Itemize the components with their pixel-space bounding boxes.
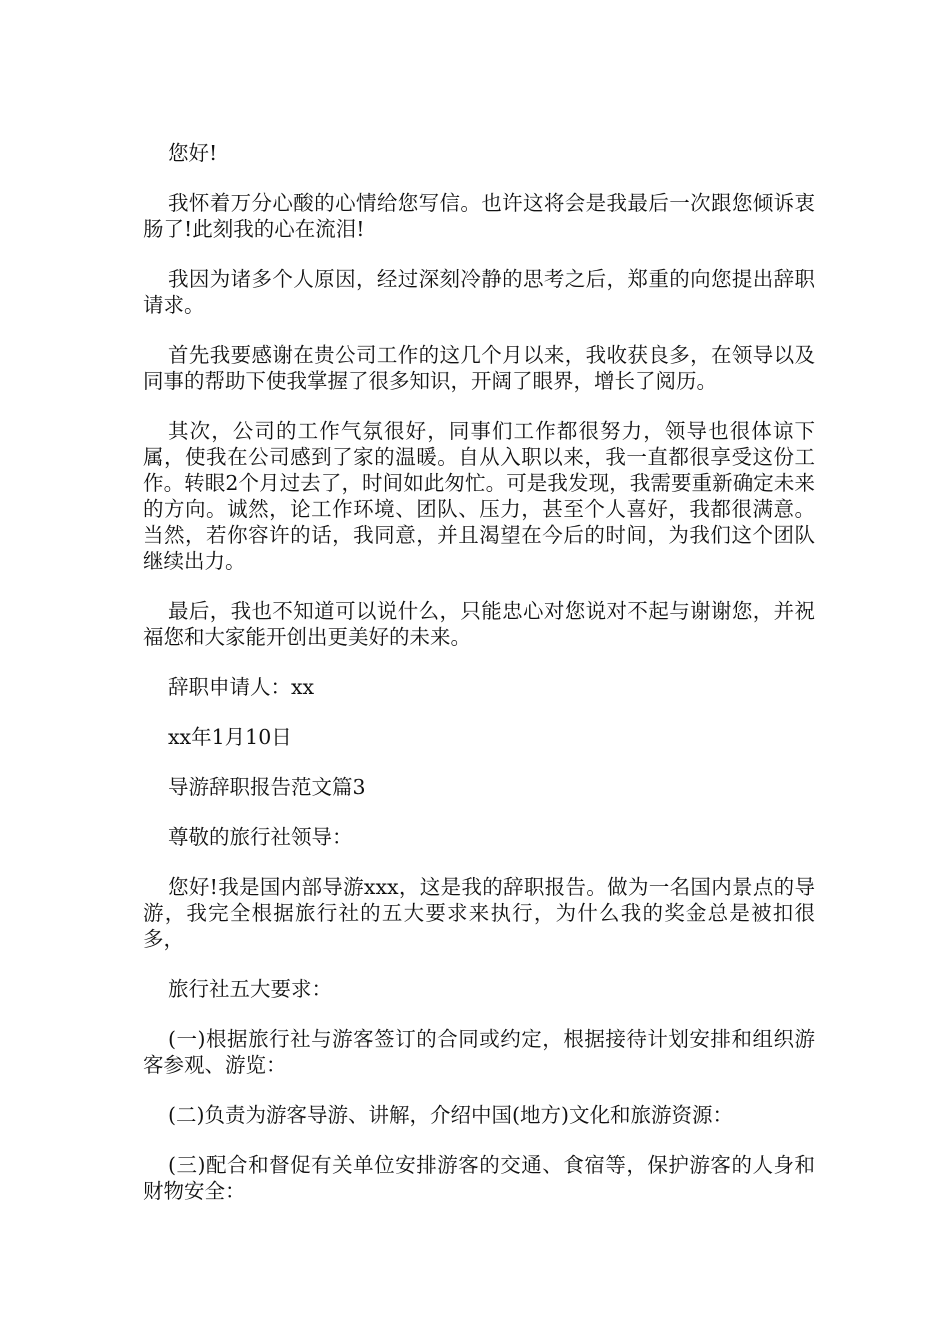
section-title: 导游辞职报告范文篇3: [168, 775, 366, 799]
list-item: (二)负责为游客导游、讲解，介绍中国(地方)文化和旅游资源：: [168, 1103, 733, 1127]
body-paragraph: 最后，我也不知道可以说什么，只能忠心对您说对不起与谢谢您，并祝福您和大家能开创出更美好的未来。: [143, 599, 815, 649]
body-paragraph: 我怀着万分心酸的心情给您写信。也许这将会是我最后一次跟您倾诉衷肠了!此刻我的心在流泪!: [143, 191, 815, 241]
body-paragraph: 您好!我是国内部导游xxx，这是我的辞职报告。做为一名国内景点的导游，我完全根据旅行社的五大要求来执行，为什么我的奖金总是被扣很多，: [143, 875, 815, 951]
signature-line: 辞职申请人：xx: [168, 675, 315, 699]
body-paragraph: 首先我要感谢在贵公司工作的这几个月以来，我收获良多，在领导以及同事的帮助下使我掌握了很多知识，开阔了眼界，增长了阅历。: [143, 343, 815, 393]
greeting-paragraph: 您好!: [168, 141, 218, 165]
list-item: (一)根据旅行社与游客签订的合同或约定，根据接待计划安排和组织游客参观、游览：: [143, 1027, 815, 1077]
document-body: [143, 140, 815, 1228]
list-heading: 旅行社五大要求：: [168, 977, 332, 1001]
date-line: xx年1月10日: [168, 725, 292, 749]
body-paragraph: 其次，公司的工作气氛很好，同事们工作都很努力，领导也很体谅下属，使我在公司感到了家的温暖。自从入职以来，我一直都很享受这份工作。转眼2个月过去了，时间如此匆忙。可是我发现，我需要重新确定未来的方向。诚然，论工作环境、团队、压力，甚至个人喜好，我都很满意。当然，若你容许的话，我同意，并且渴望在今后的时间，为我们这个团队继续出力。: [143, 419, 815, 573]
list-item: (三)配合和督促有关单位安排游客的交通、食宿等，保护游客的人身和财物安全：: [143, 1153, 815, 1203]
salutation: 尊敬的旅行社领导：: [168, 825, 353, 849]
body-paragraph: 我因为诸多个人原因，经过深刻冷静的思考之后，郑重的向您提出辞职请求。: [143, 267, 815, 317]
